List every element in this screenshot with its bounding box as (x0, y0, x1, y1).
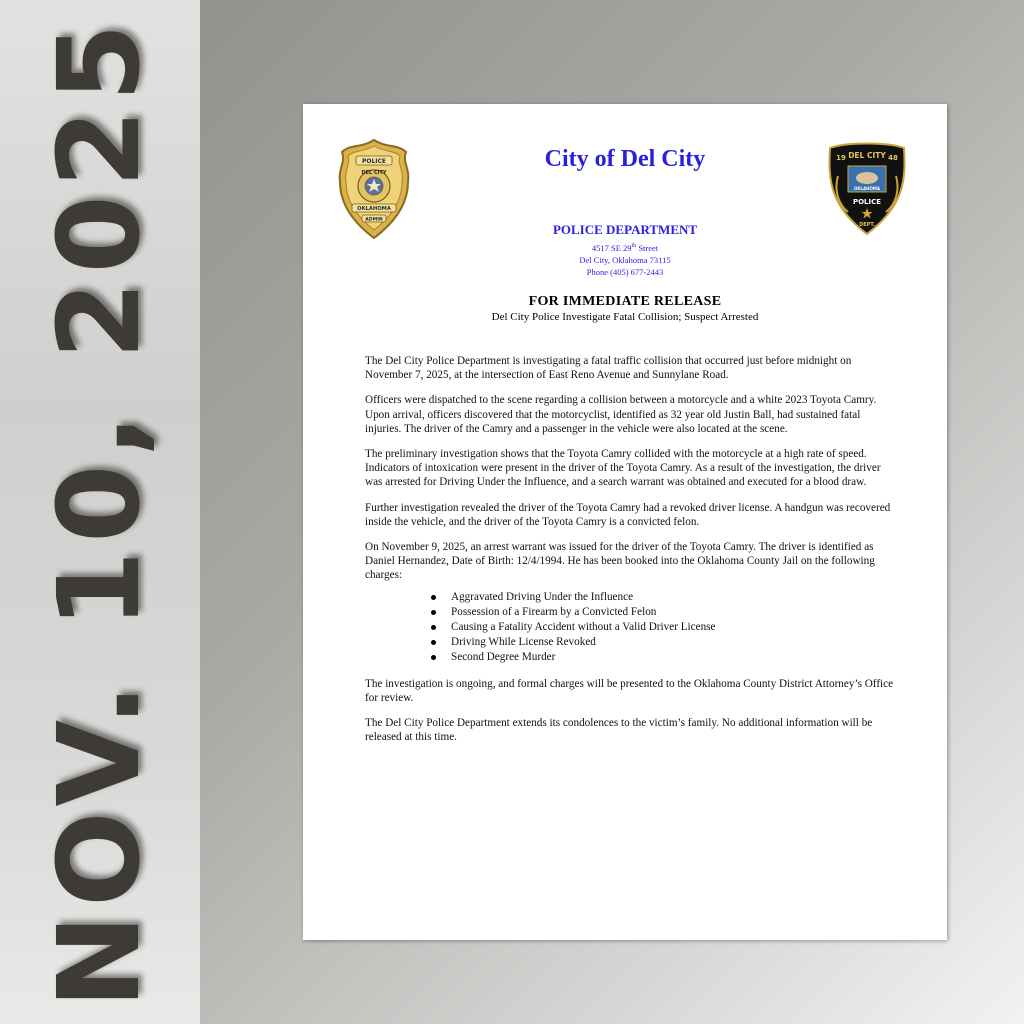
street-name: Street (636, 242, 659, 253)
paragraph: Officers were dispatched to the scene regarding a collision between a motorcycle and a white 2023 Toyota Camry. Upon arrival, officers discovered that the motorcyclist, identified as 32 year old Justin Ball, had sustained fatal injuries. The driver of the Camry and a passenger in the vehicle were also located at the scene. (365, 394, 877, 435)
paragraph: On November 9, 2025, an arrest warrant was issued for the driver of the Toyota Camry. The driver is identified as Daniel Hernandez, Date of Birth: 12/4/1994. He has been booked into the Oklahoma County Jail on the following charges: (365, 541, 875, 582)
charge-item: Aggravated Driving Under the Influence (451, 590, 895, 605)
charges-list (365, 590, 895, 665)
department-phone: Phone (405) 677-2443 (586, 266, 664, 277)
release-header (303, 294, 947, 323)
svg-text:DEL CITY: DEL CITY (361, 170, 387, 176)
charge-item: Driving While License Revoked (451, 635, 895, 650)
department-block (303, 222, 947, 278)
svg-text:48: 48 (888, 154, 898, 162)
paragraph: Further investigation revealed the driver of the Toyota Camry had a revoked driver license. A handgun was recovered inside the vehicle, and the driver of the Toyota Camry is a convicted felon. (365, 501, 891, 528)
svg-text:DEL CITY: DEL CITY (848, 151, 886, 160)
charge-item: Causing a Fatality Accident without a Valid Driver License (451, 620, 895, 635)
svg-text:OKLAHOMA: OKLAHOMA (357, 206, 391, 212)
paragraph: The Del City Police Department is investigating a fatal traffic collision that occurred just before midnight on November 7, 2025, at the intersection of East Reno Avenue and Sunnylane Road. (365, 355, 852, 382)
svg-text:DEPT.: DEPT. (859, 222, 875, 228)
street-number: 4517 SE 29 (591, 242, 632, 253)
paragraph: The preliminary investigation shows that the Toyota Camry collided with the motorcycle at a high rate of speed. Indicators of intoxication were present in the driver of the Toyota Camry. As a result of the investigation, the driver was arrested for Driving Under the Influence, and a search warrant was obtained and executed for a blood draw. (365, 448, 881, 489)
department-name: POLICE DEPARTMENT (552, 222, 698, 237)
svg-text:OKLAHOMA: OKLAHOMA (854, 186, 880, 191)
release-heading: FOR IMMEDIATE RELEASE (528, 294, 722, 309)
paragraph: The investigation is ongoing, and formal charges will be presented to the Oklahoma County District Attorney’s Office for review. (365, 677, 894, 704)
svg-text:ADMIN: ADMIN (365, 217, 383, 223)
press-release-document (303, 104, 947, 940)
svg-text:POLICE: POLICE (361, 158, 387, 165)
city-title: City of Del City (544, 146, 706, 172)
department-street (303, 240, 947, 254)
street-suffix: th (631, 243, 637, 249)
charge-item: Second Degree Murder (451, 650, 895, 665)
svg-text:POLICE: POLICE (852, 198, 882, 206)
release-subheading: Del City Police Investigate Fatal Collision; Suspect Arrested (491, 311, 759, 323)
date-banner: NOV. 10, 2025 (35, 15, 165, 1009)
svg-text:19: 19 (836, 154, 846, 162)
charge-item: Possession of a Firearm by a Convicted Felon (451, 605, 895, 620)
paragraph: The Del City Police Department extends its condolences to the victim’s family. No additional information will be released at this time. (365, 717, 873, 744)
release-body (365, 354, 895, 755)
department-city: Del City, Oklahoma 73115 (579, 254, 671, 265)
